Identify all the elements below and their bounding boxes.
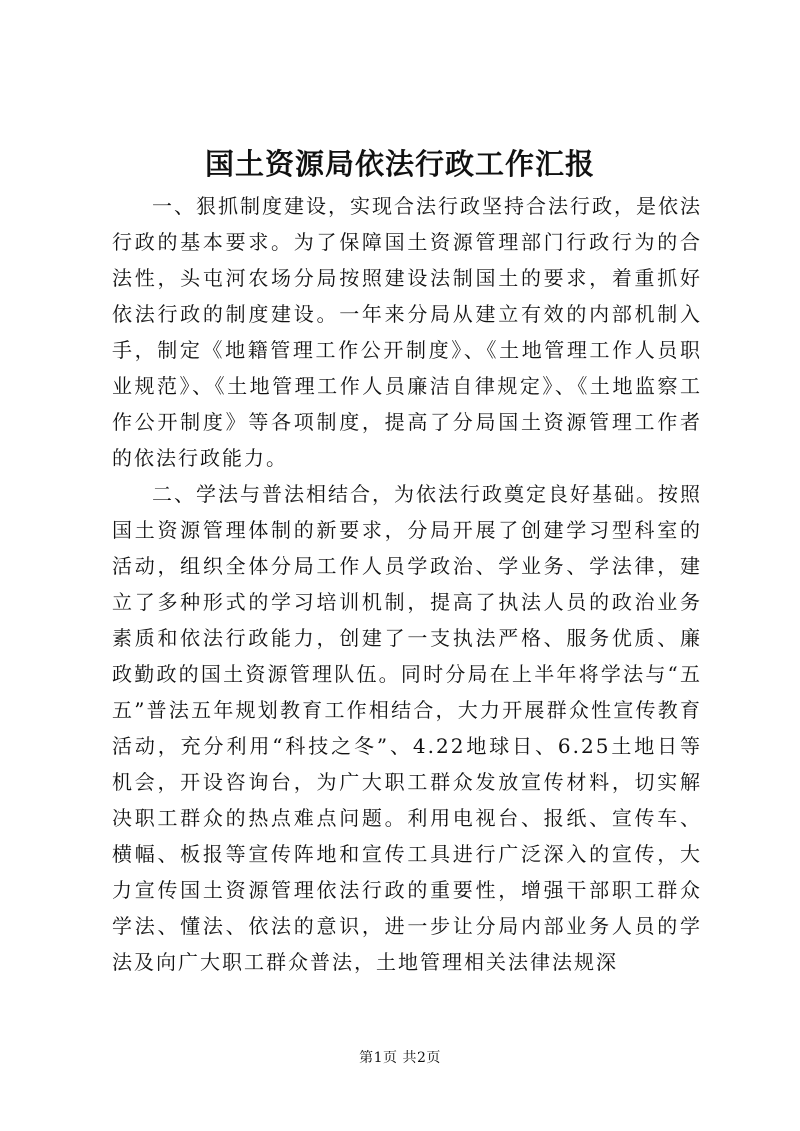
paragraph-2: 二、学法与普法相结合，为依法行政奠定良好基础。按照国土资源管理体制的新要求，分局开展了创建学习型科室的活动，组织全体分局工作人员学政治、学业务、学法律，建立了多种形式的学习培训机制，提高了执法人员的政治业务素质和依法行政能力，创建了一支执法严格、服务优质、廉政勤政的国土资源管理队伍。同时分局在上半年将学法与“五五”普法五年规划教育工作相结合，大力开展群众性宣传教育活动，充分利用“科技之冬”、4.22地球日、6.25土地日等机会，开设咨询台，为广大职工群众发放宣传材料，切实解决职工群众的热点难点问题。利用电视台、报纸、宣传车、横幅、板报等宣传阵地和宣传工具进行广泛深入的宣传，大力宣传国土资源管理依法行政的重要性，增强干部职工群众学法、懂法、依法的意识，进一步让分局内部业务人员的学法及向广大职工群众普法，土地管理相关法律法规深	[112, 482, 702, 974]
page-footer: 第1页 共2页	[359, 1050, 441, 1066]
document-body	[112, 188, 702, 980]
document-title: 国土资源局依法行政工作汇报	[204, 147, 595, 181]
paragraph-1: 一、狠抓制度建设，实现合法行政坚持合法行政，是依法行政的基本要求。为了保障国土资源管理部门行政行为的合法性，头屯河农场分局按照建设法制国土的要求，着重抓好依法行政的制度建设。一年来分局从建立有效的内部机制入手，制定《地籍管理工作公开制度》、《土地管理工作人员职业规范》、《土地管理工作人员廉洁自律规定》、《土地监察工作公开制度》等各项制度，提高了分局国土资源管理工作者的依法行政能力。	[112, 194, 702, 470]
